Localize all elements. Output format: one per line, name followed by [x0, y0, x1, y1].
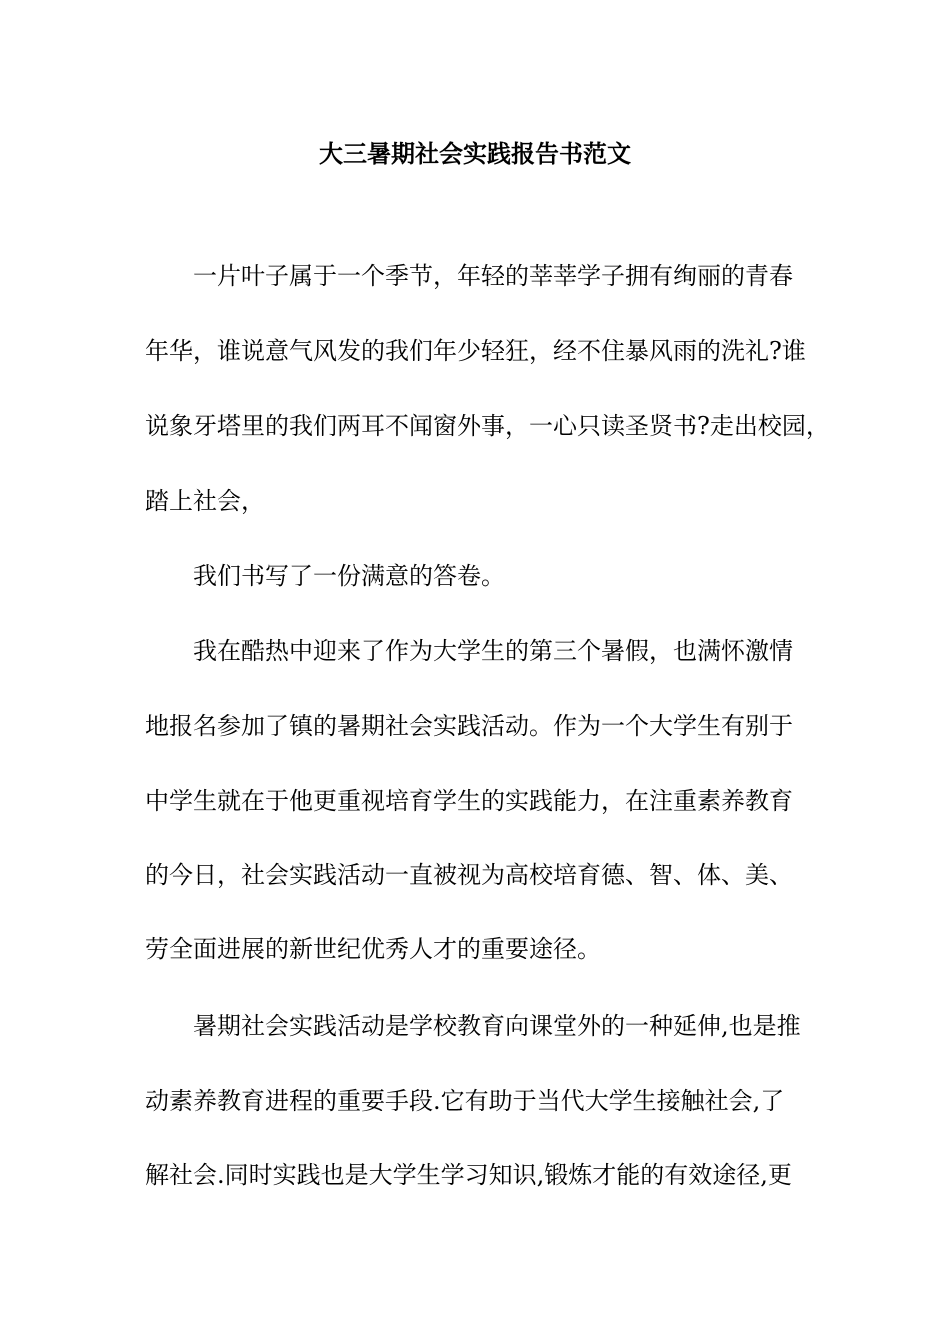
paragraph-line: 踏上社会， [145, 487, 265, 515]
paragraph-line: 劳全面进展的新世纪优秀人才的重要途径。 [145, 935, 601, 963]
paragraph-line: 中学生就在于他更重视培育学生的实践能力，在注重素养教育 [145, 787, 793, 815]
document-title: 大三暑期社会实践报告书范文 [319, 139, 631, 168]
paragraph-line: 我们书写了一份满意的答卷。 [193, 562, 505, 590]
paragraph-line: 动素养教育进程的重要手段.它有助于当代大学生接触社会,了 [145, 1087, 785, 1115]
paragraph-line: 一片叶子属于一个季节，年轻的莘莘学子拥有绚丽的青春 [193, 262, 793, 290]
paragraph-line: 的今日，社会实践活动一直被视为高校培育德、智、体、美、 [145, 861, 793, 889]
paragraph-line: 地报名参加了镇的暑期社会实践活动。作为一个大学生有别于 [145, 712, 793, 740]
paragraph-line: 年华，谁说意气风发的我们年少轻狂，经不住暴风雨的洗礼?谁 [145, 337, 806, 365]
paragraph-line: 解社会.同时实践也是大学生学习知识,锻炼才能的有效途径,更 [145, 1161, 792, 1189]
paragraph-line: 说象牙塔里的我们两耳不闻窗外事，一心只读圣贤书?走出校园， [145, 412, 830, 440]
paragraph-line: 我在酷热中迎来了作为大学生的第三个暑假，也满怀激情 [193, 637, 793, 665]
paragraph-line: 暑期社会实践活动是学校教育向课堂外的一种延伸,也是推 [193, 1012, 801, 1040]
